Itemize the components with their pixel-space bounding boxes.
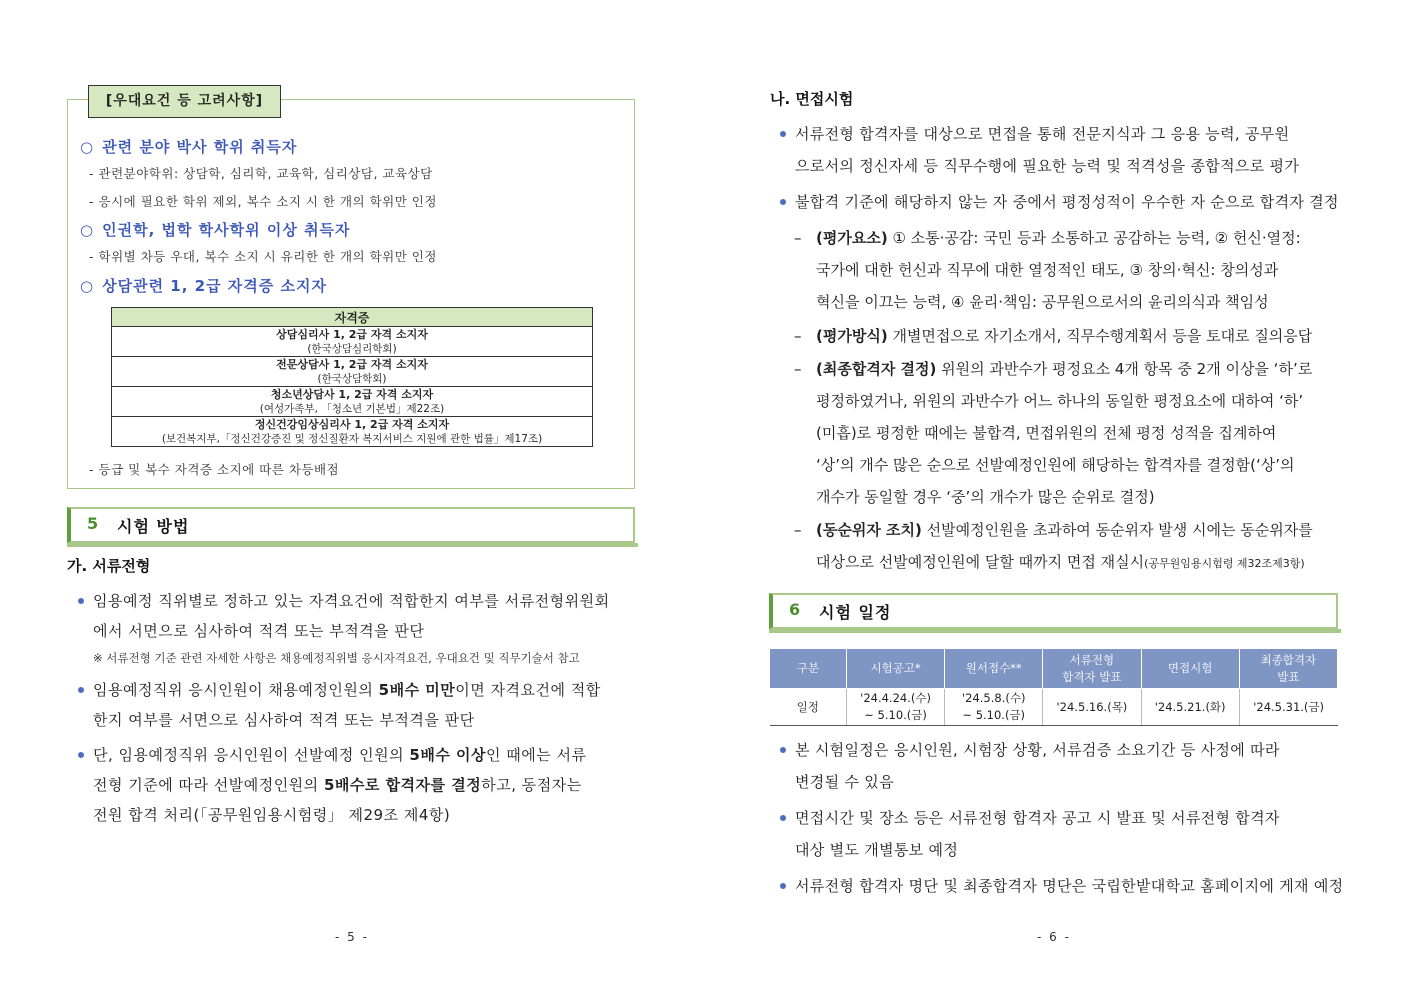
bullet-dot-icon [780, 199, 786, 205]
bullet-item: 본 시험일정은 응시인원, 시험장 상황, 서류검증 소요기간 등 사정에 따라 변경될 수 있음 [795, 734, 1280, 798]
bullet-item: 단, 임용예정직위 응시인원이 선발예정 인원의 5배수 이상인 때에는 서류 전형 기준에 따라 선발예정인원의 5배수로 합격자를 결정하고, 동점자는 전원 합격 처리(「공무원임용시험령」 제29조 제4항) [93, 740, 587, 830]
section-header-exam-method [67, 507, 635, 543]
bullet-dot-icon [78, 598, 84, 604]
table-cell: '24.5.8.(수) ~ 5.10.(금) [945, 689, 1043, 726]
bullet-dot-icon [780, 131, 786, 137]
preference-item-bachelor: ○ 인권학, 법학 학사학위 이상 취득자 [80, 221, 351, 239]
section-number: 5 [87, 514, 99, 533]
page-number: - 6 - [1037, 930, 1071, 944]
preference-note: - 학위별 차등 우대, 복수 소지 시 유리한 한 개의 학위만 인정 [89, 249, 437, 264]
bullet-dot-icon [780, 815, 786, 821]
table-cell: '24.5.21.(화) [1141, 689, 1239, 726]
table-header: 최종합격자 발표 [1239, 649, 1337, 689]
table-row: 정신건강임상심리사 1, 2급 자격 소지자 (보건복지부,「정신건강증진 및 정신질환자 복지서비스 지원에 관한 법률」제17조) [112, 417, 593, 447]
subheading-interview: 나. 면접시험 [770, 90, 854, 108]
table-header: 면접시험 [1141, 649, 1239, 689]
section-number: 6 [789, 600, 801, 619]
preference-footnote: - 등급 및 복수 자격증 소지에 따른 차등배점 [89, 462, 340, 477]
dash-item-eval-elements: – (평가요소) ① 소통·공감: 국민 등과 소통하고 공감하는 능력, ② 헌신·열정: 국가에 대한 헌신과 직무에 대한 열정적인 태도, ③ 창의·혁신: 창의성과 혁신을 이끄는 능력, ④ 윤리·책임: 공무원으로서의 윤리의식과 책임성 [794, 229, 1301, 311]
dash-item-final-decision: – (최종합격자 결정) 위원의 과반수가 평정요소 4개 항목 중 2개 이상을 ‘하’로 평정하였거나, 위원의 과반수가 어느 하나의 동일한 평정요소에 대하여 ‘하’ (미흡)로 평정한 때에는 불합격, 면접위원의 전체 평정 성적을 집계하여 ‘상’의 개수 많은 순으로 선발예정인원에 해당하는 합격자를 결정함(‘상’의 개수가 동일할 경우 ‘중’의 개수가 많은 순위로 결정) [794, 360, 1313, 506]
table-cell: '24.5.31.(금) [1239, 689, 1337, 726]
section-header-exam-schedule [769, 593, 1338, 629]
bullet-item: 불합격 기준에 해당하지 않는 자 중에서 평정성적이 우수한 자 순으로 합격자 결정 [795, 186, 1339, 218]
bullet-dot-icon [780, 747, 786, 753]
preference-note: - 관련분야학위: 상담학, 심리학, 교육학, 심리상담, 교육상담 [89, 166, 433, 181]
page-number: - 5 - [335, 930, 369, 944]
reference-note: ※ 서류전형 기준 관련 자세한 사항은 채용예정직위별 응시자격요건, 우대요건 및 직무기술서 참고 [93, 651, 580, 665]
dash-item-tie-measure: – (동순위자 조치) 선발예정인원을 초과하여 동순위자 발생 시에는 동순위자를 대상으로 선발예정인원에 달할 때까지 면접 재실시(공무원임용시험령 제32조제3항) [794, 521, 1313, 571]
bullet-item: 서류전형 합격자를 대상으로 면접을 통해 전문지식과 그 응용 능력, 공무원 으로서의 정신자세 등 직무수행에 필요한 능력 및 적격성을 종합적으로 평가 [795, 118, 1299, 182]
certificate-table [111, 307, 593, 447]
table-cell: 일정 [770, 689, 847, 726]
bullet-item: 면접시간 및 장소 등은 서류전형 합격자 공고 시 발표 및 서류전형 합격자 대상 별도 개별통보 예정 [795, 802, 1280, 866]
section-title: 시험 방법 [117, 517, 190, 536]
table-cell: '24.5.16.(목) [1043, 689, 1141, 726]
bullet-item: 임용예정 직위별로 정하고 있는 자격요건에 적합한지 여부를 서류전형위원회 에서 서면으로 심사하여 적격 또는 부적격을 판단 [93, 586, 610, 646]
preference-note: - 응시에 필요한 학위 제외, 복수 소지 시 한 개의 학위만 인정 [89, 194, 437, 209]
table-header: 자격증 [112, 308, 593, 327]
table-header: 시험공고* [846, 649, 944, 689]
subheading-document-screening: 가. 서류전형 [67, 557, 151, 575]
bullet-item: 임용예정직위 응시인원이 채용예정인원의 5배수 미만이면 자격요건에 적합 한지 여부를 서면으로 심사하여 적격 또는 부적격을 판단 [93, 675, 601, 735]
table-header: 원서접수** [945, 649, 1043, 689]
preference-item-certificate: ○ 상담관련 1, 2급 자격증 소지자 [80, 277, 327, 295]
bullet-dot-icon [78, 687, 84, 693]
left-page [0, 0, 700, 992]
bullet-item: 서류전형 합격자 명단 및 최종합격자 명단은 국립한밭대학교 홈페이지에 게재 예정 [795, 870, 1343, 902]
table-cell: '24.4.24.(수) ~ 5.10.(금) [846, 689, 944, 726]
table-row: 상담심리사 1, 2급 자격 소지자 (한국상담심리학회) [112, 327, 593, 357]
bullet-dot-icon [78, 752, 84, 758]
preference-box-title: [우대요건 등 고려사항] [88, 85, 281, 118]
preference-item-doctorate: ○ 관련 분야 박사 학위 취득자 [80, 138, 298, 156]
section-title: 시험 일정 [819, 603, 892, 622]
bullet-dot-icon [780, 883, 786, 889]
table-header: 구분 [770, 649, 847, 689]
table-row [770, 689, 1338, 726]
table-header: 서류전형 합격자 발표 [1043, 649, 1141, 689]
table-row: 전문상담사 1, 2급 자격 소지자 (한국상담학회) [112, 357, 593, 387]
table-row: 청소년상담사 1, 2급 자격 소지자 (여성가족부, 「청소년 기본법」제22조) [112, 387, 593, 417]
schedule-table [769, 648, 1338, 726]
dash-item-eval-method: – (평가방식) 개별면접으로 자기소개서, 직무수행계획서 등을 토대로 질의응답 [794, 327, 1313, 345]
